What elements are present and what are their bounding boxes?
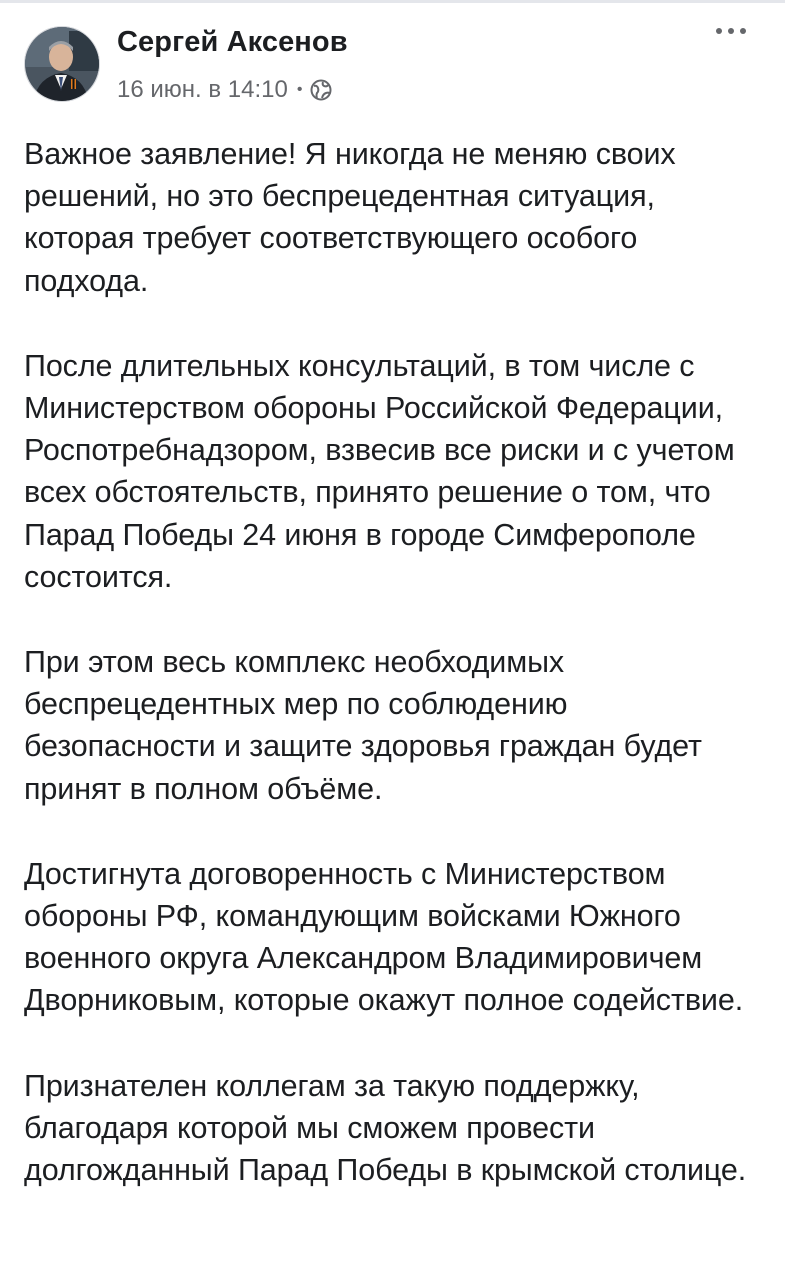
post-timestamp[interactable]: 16 июн. в 14:10: [117, 76, 288, 103]
globe-icon[interactable]: [310, 79, 332, 101]
more-options-icon: [713, 26, 749, 36]
post-paragraph: Достигнута договоренность с Министерством обороны РФ, командующим войсками Южного военного округа Александром Владимировичем Дворниковым, которые окажут полное содействие.: [24, 856, 744, 1018]
post-header: [24, 24, 761, 108]
top-divider: [0, 0, 785, 3]
post-meta: [117, 75, 332, 105]
meta-separator: •: [296, 81, 303, 98]
post-paragraph: После длительных консультаций, в том числе с Министерством обороны Российской Федерации, Роспотребнадзором, взвесив все риски и с учетом всех обстоятельств, принято решение о том, что Парад Победы 24 июня в городе Симферополе состоится.: [24, 348, 735, 594]
avatar[interactable]: [24, 26, 100, 102]
post-paragraph: Важное заявление! Я никогда не меняю своих решений, но это беспрецедентная ситуация, которая требует соответствующего особого подхода.: [24, 137, 676, 298]
avatar-photo: [25, 27, 100, 102]
post-paragraph: Признателен коллегам за такую поддержку, благодаря которой мы сможем провести долгожданный Парад Победы в крымской столице.: [24, 1068, 747, 1188]
post-body: [24, 133, 764, 1234]
post-paragraph: При этом весь комплекс необходимых беспрецедентных мер по соблюдению безопасности и защите здоровья граждан будет принят в полном объёме.: [24, 645, 702, 806]
author-name[interactable]: Сергей Аксенов: [117, 26, 348, 58]
more-options-button[interactable]: [711, 26, 751, 54]
